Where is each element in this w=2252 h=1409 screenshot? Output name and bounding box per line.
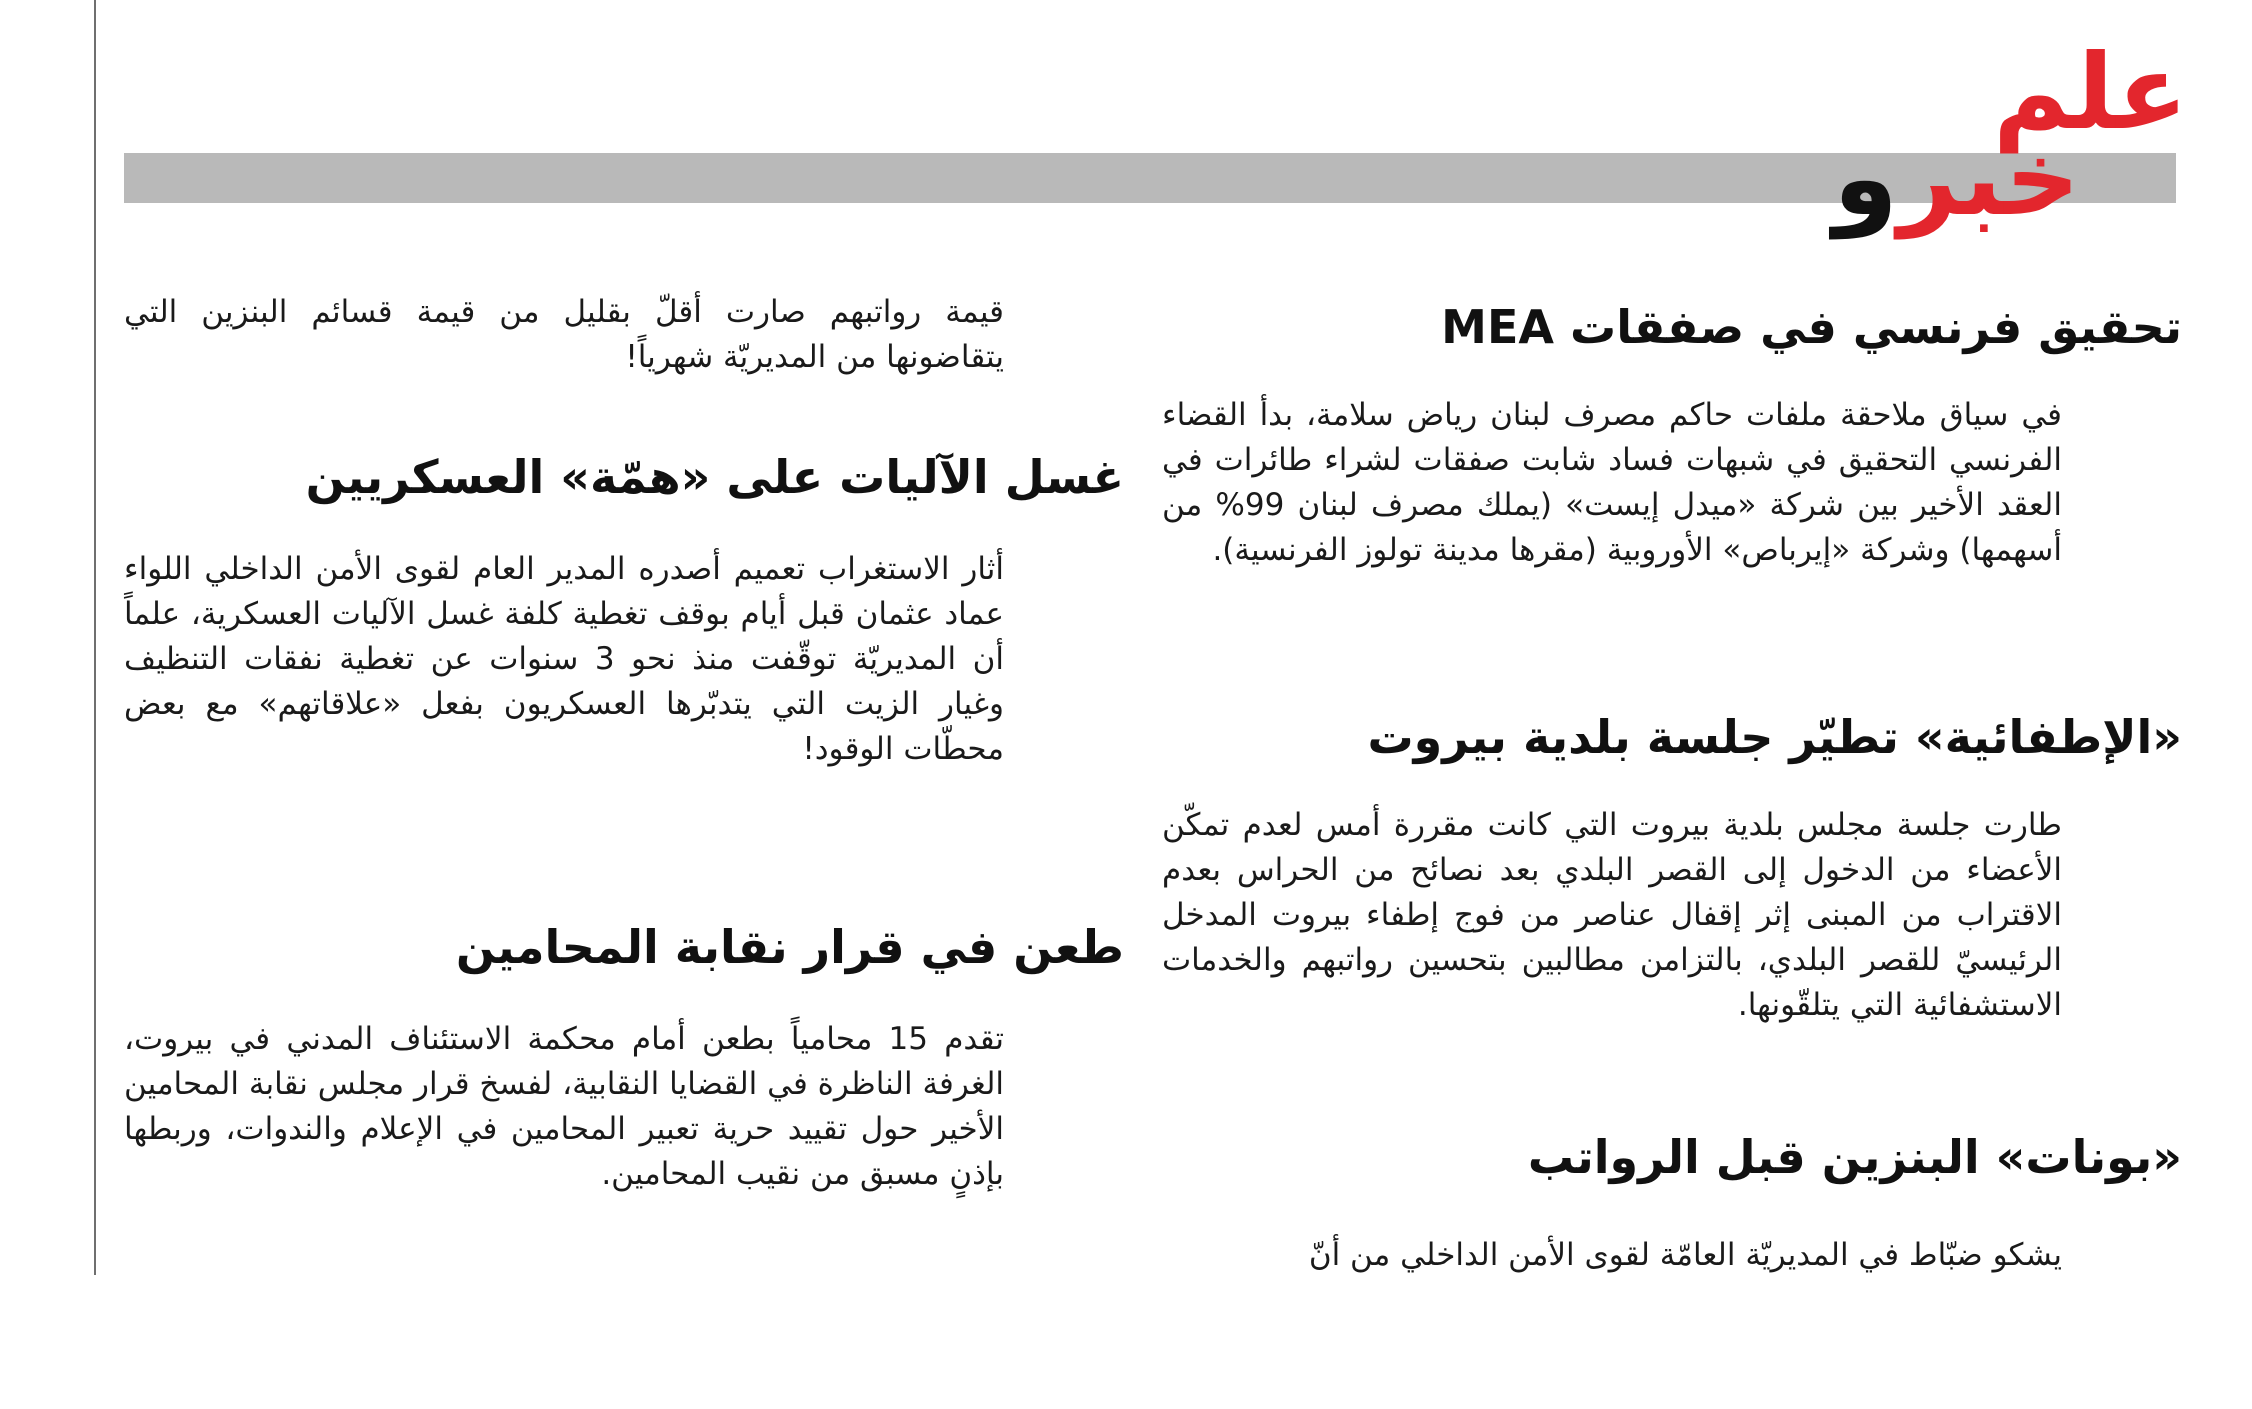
news-headline: تحقيق فرنسي في صفقات MEA bbox=[1441, 300, 2182, 354]
logo-word-khabar: خبر bbox=[1897, 117, 2080, 239]
news-item-bar-association bbox=[124, 920, 1124, 1197]
news-headline: غسل الآليات على «همّة» العسكريين bbox=[305, 450, 1124, 504]
logo-word-ilm: علم bbox=[1992, 31, 2188, 153]
section-logo bbox=[1833, 31, 2188, 239]
page-edge-rule bbox=[94, 0, 96, 1275]
news-body: يشكو ضبّاط في المديريّة العامّة لقوى الأمن الداخلي من أنّ bbox=[1308, 1237, 2062, 1274]
news-item-mea bbox=[1162, 300, 2182, 573]
news-body: في سياق ملاحقة ملفات حاكم مصرف لبنان رياض سلامة، بدأ القضاء الفرنسي التحقيق في شبهات فساد شابت صفقات لشراء طائرات في العقد الأخير بين شركة «ميدل إيست» (يملك مصرف لبنان 99% من أسهمها) وشركة «إيرباص» الأوروبية (مقرها مدينة تولوز الفرنسية). bbox=[1162, 397, 2062, 568]
news-headline: «بونات» البنزين قبل الرواتب bbox=[1527, 1130, 2182, 1184]
logo-word-waw: و bbox=[1833, 117, 1898, 239]
news-item-fuel-vouchers-continued bbox=[124, 290, 1124, 380]
news-body-continuation: قيمة رواتبهم صارت أقلّ بقليل من قيمة قسائم البنزين التي يتقاضونها من المديريّة شهرياً! bbox=[124, 294, 1004, 375]
news-headline: «الإطفائية» تطيّر جلسة بلدية بيروت bbox=[1367, 710, 2182, 764]
news-body: أثار الاستغراب تعميم أصدره المدير العام لقوى الأمن الداخلي اللواء عماد عثمان قبل أيام بوقف تغطية كلفة غسل الآليات العسكرية، علماً أن المديريّة توقّفت منذ نحو 3 سنوات عن تغطية نفقات التنظيف وغيار الزيت التي يتدبّرها العسكريون بفعل «علاقاتهم» مع بعض محطّات الوقود! bbox=[124, 551, 1004, 767]
news-item-vehicle-wash bbox=[124, 450, 1124, 772]
logo-word-wakhabar bbox=[1833, 117, 2080, 239]
news-item-fire-brigade bbox=[1162, 710, 2182, 1028]
news-item-fuel-vouchers bbox=[1162, 1130, 2182, 1278]
news-body: طارت جلسة مجلس بلدية بيروت التي كانت مقررة أمس لعدم تمكّن الأعضاء من الدخول إلى القصر البلدي بعد نصائح من الحراس بعدم الاقتراب من المبنى إثر إقفال عناصر من فوج إطفاء بيروت المدخل الرئيسيّ للقصر البلدي، بالتزامن مطالبين بتحسين رواتبهم والخدمات الاستشفائية التي يتلقّونها. bbox=[1162, 807, 2062, 1023]
news-body: تقدم 15 محامياً بطعن أمام محكمة الاستئناف المدني في بيروت، الغرفة الناظرة في القضايا النقابية، لفسخ قرار مجلس نقابة المحامين الأخير حول تقييد حرية تعبير المحامين في الإعلام والندوات، وربطها بإذنٍ مسبق من نقيب المحامين. bbox=[124, 1021, 1004, 1192]
news-headline: طعن في قرار نقابة المحامين bbox=[455, 920, 1124, 974]
